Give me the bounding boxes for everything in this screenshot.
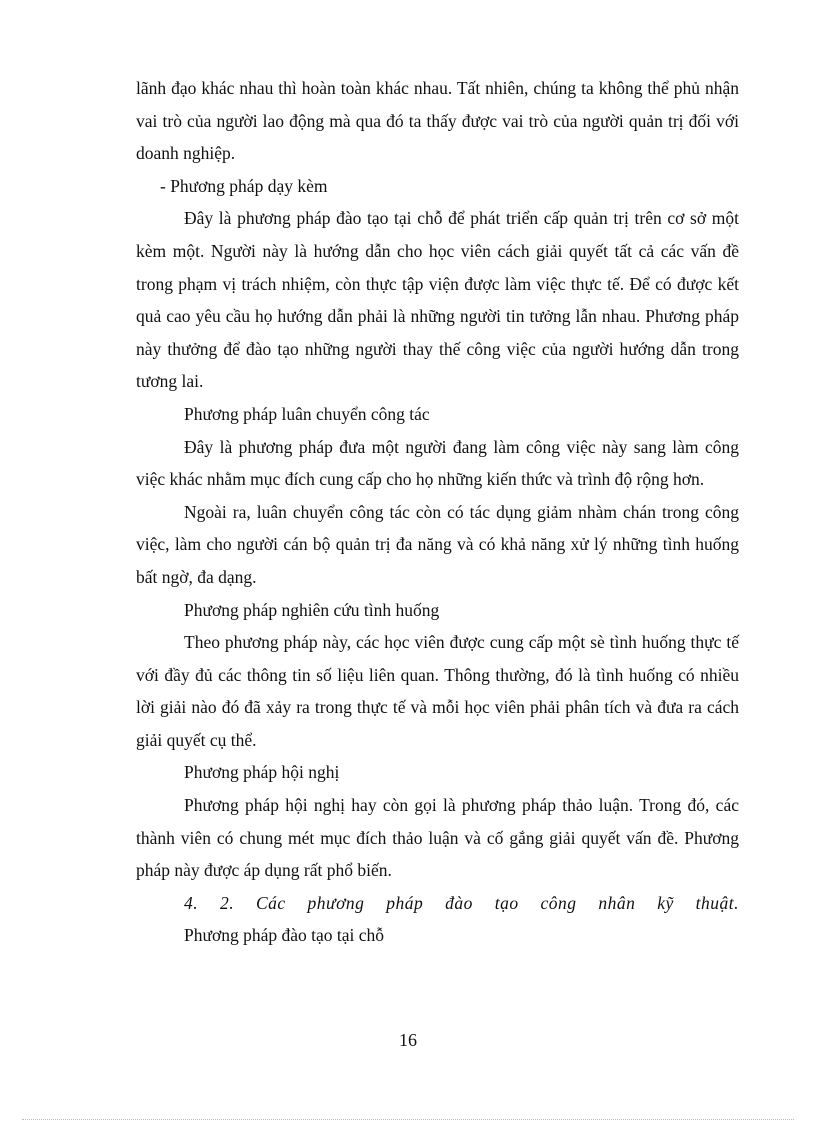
paragraph-conference: Phương pháp hội nghị hay còn gọi là phương pháp thảo luận. Trong đó, các thành viên có chung mét mục đích thảo luận và cố gắng giải quyết vấn đề. Phương pháp này được áp dụng rất phổ biến. (136, 795, 739, 881)
heading-case-study: Phương pháp nghiên cứu tình huống (184, 599, 440, 620)
paragraph-job-rotation-benefits: Ngoài ra, luân chuyển công tác còn có tác dụng giảm nhàm chán trong công việc, làm cho người cán bộ quản trị đa năng và có khả năng xử lý những tình huống bất ngờ, đa dạng. (136, 501, 739, 587)
page-number: 16 (399, 1030, 417, 1050)
section-heading-4-2: 4. 2. Các phương pháp đào tạo công nhân kỹ thuật. (184, 892, 739, 913)
heading-conference: Phương pháp hội nghị (184, 762, 340, 783)
document-page (136, 72, 739, 952)
heading-tutoring-method: - Phương pháp dạy kèm (160, 175, 328, 196)
page-bottom-divider (22, 1119, 794, 1120)
paragraph-case-study: Theo phương pháp này, các học viên được cung cấp một sè tình huống thực tế với đầy đủ các thông tin số liệu liên quan. Thông thường, đó là tình huống có nhiều lời giải nào đó đã xảy ra trong thực tế và mỗi học viên phải phân tích và đưa ra cách giải quyết cụ thể. (136, 632, 739, 750)
paragraph-tutoring: Đây là phương pháp đào tạo tại chỗ để phát triển cấp quản trị trên cơ sở một kèm một. Người này là hướng dẫn cho học viên cách giải quyết tất cả các vấn đề trong phạm vị trách nhiệm, còn thực tập viện được làm việc thực tế. Để có được kết quả cao yêu cầu họ hướng dẫn phải là những người tin tưởng lẫn nhau. Phương pháp này thưởng để đào tạo những người thay thế công việc của người hướng dẫn trong tương lai. (136, 208, 739, 392)
paragraph-continuation: lãnh đạo khác nhau thì hoàn toàn khác nhau. Tất nhiên, chúng ta không thể phủ nhận vai trò của người lao động mà qua đó ta thấy được vai trò của người quản trị đối với doanh nghiệp. (136, 78, 739, 164)
heading-on-the-job-training: Phương pháp đào tạo tại chỗ (184, 925, 385, 946)
heading-job-rotation: Phương pháp luân chuyển công tác (184, 403, 430, 424)
paragraph-job-rotation: Đây là phương pháp đưa một người đang làm công việc này sang làm công việc khác nhằm mục đích cung cấp cho họ những kiến thức và trình độ rộng hơn. (136, 436, 739, 490)
